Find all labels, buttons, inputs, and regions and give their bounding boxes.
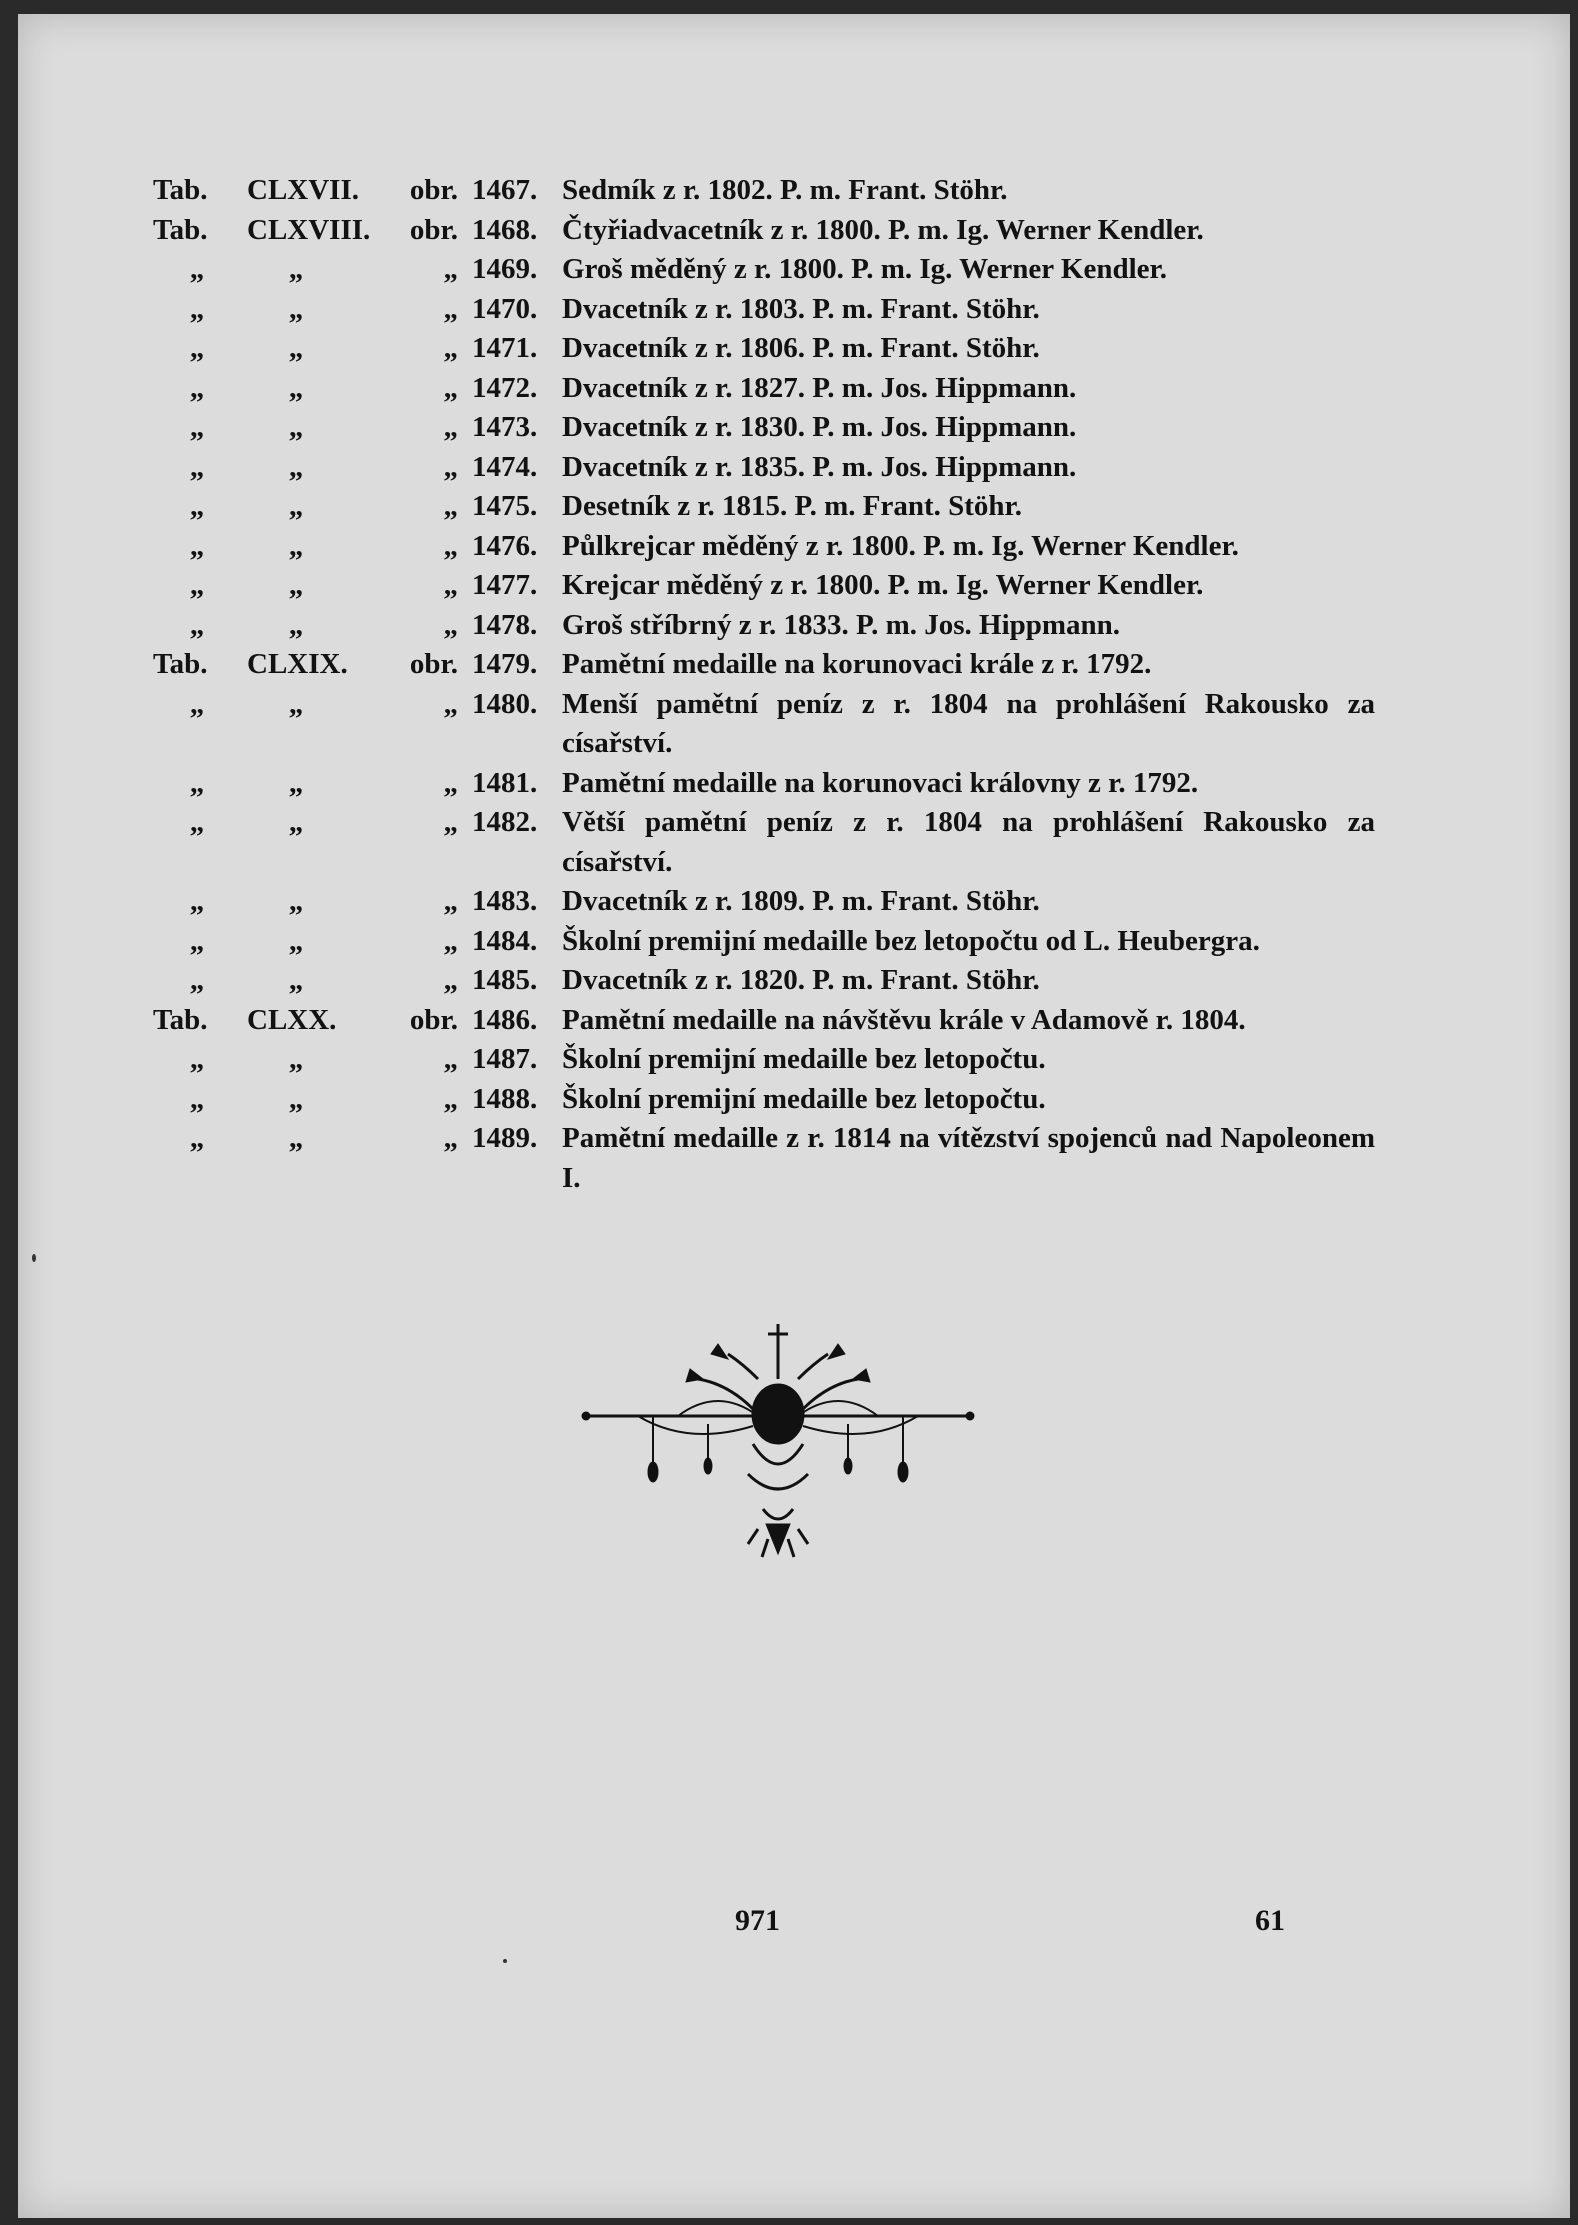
entry-figure-label: obr. [409,174,458,206]
entry-figure-label: obr. [409,1003,458,1036]
entry-figure-number: 1467. [472,174,538,206]
entry-plate-number: „ [288,371,304,404]
entry-description: Menší pamětní peníz z r. 1804 na prohlášení Rakousko za císařství. [562,687,1375,759]
entry-figure-label: „ [443,1043,458,1075]
entry-figure-number: 1482. [472,806,538,838]
index-entry [153,1119,1375,1198]
entry-plate-number: „ [288,490,304,522]
entry-figure-number: 1469. [472,253,538,285]
entry-plate-number: „ [288,1082,304,1115]
entry-figure-label: obr. [409,648,458,680]
entry-figure-label: „ [443,253,458,285]
entry-figure-number: 1474. [472,450,538,483]
index-entry [153,369,1375,409]
page-number-center: 971 [735,1904,780,1937]
entry-tab-label: „ [189,1082,205,1115]
entry-description: Dvacetník z r. 1827. P. m. Jos. Hippmann. [562,371,1077,404]
entry-plate-number: „ [288,1043,304,1075]
entry-figure-label: „ [443,1082,458,1115]
entry-figure-label: „ [443,806,458,838]
index-entry [153,329,1375,369]
index-entry [153,487,1375,527]
entry-plate-number: „ [288,411,304,443]
entry-tab-label: „ [189,569,205,601]
entry-tab-label: „ [189,529,205,562]
index-entry [153,527,1375,567]
entry-tab-label: „ [189,292,205,325]
entry-figure-number: 1476. [472,529,538,562]
entry-plate-number: „ [288,292,304,325]
entry-plate-number: „ [288,806,304,838]
entry-description: Groš měděný z r. 1800. P. m. Ig. Werner Kendler. [562,253,1167,285]
index-entry [153,685,1375,764]
index-entry [153,1080,1375,1120]
entry-plate-number: „ [288,1122,304,1154]
entry-tab-label: Tab. [153,648,208,680]
decorative-vignette [578,1324,978,1574]
entry-figure-label: „ [443,411,458,443]
entry-figure-label: „ [443,450,458,483]
entry-figure-number: 1489. [472,1122,538,1154]
index-entry [153,408,1375,448]
entry-description: Školní premijní medaille bez letopočtu od L. Heubergra. [562,924,1260,957]
entry-figure-label: „ [443,1122,458,1154]
entry-figure-number: 1472. [472,371,538,404]
entry-description: Groš stříbrný z r. 1833. P. m. Jos. Hippmann. [562,608,1121,641]
entry-description: Sedmík z r. 1802. P. m. Frant. Stöhr. [562,174,1008,206]
entry-description: Pamětní medaille na korunovaci krále z r. 1792. [562,648,1152,680]
entry-description: Dvacetník z r. 1835. P. m. Jos. Hippmann. [562,450,1077,483]
entry-figure-label: „ [443,371,458,404]
entry-figure-number: 1477. [472,569,538,601]
entry-figure-label: „ [443,964,458,996]
entry-plate-number: „ [288,450,304,483]
entry-plate-number: „ [288,964,304,996]
entry-figure-label: „ [443,529,458,562]
entry-plate-number: CLXIX. [247,648,348,680]
entry-figure-number: 1488. [472,1082,538,1115]
entry-description: Půlkrejcar měděný z r. 1800. P. m. Ig. Werner Kendler. [562,529,1239,562]
entry-plate-number: „ [288,608,304,641]
entry-description: Pamětní medaille z r. 1814 na vítězství spojenců nad Napoleonem I. [562,1122,1375,1194]
paper-speck [32,1254,36,1262]
entry-tab-label: „ [189,806,205,838]
entry-plate-number: „ [288,253,304,285]
entry-description: Dvacetník z r. 1803. P. m. Frant. Stöhr. [562,292,1040,325]
page-sheet [18,14,1570,2218]
entry-plate-number: „ [288,924,304,957]
entry-figure-number: 1478. [472,608,538,641]
index-entry [153,961,1375,1001]
entry-tab-label: Tab. [153,213,208,246]
entry-plate-number: CLXVII. [247,174,359,206]
index-entry [153,1040,1375,1080]
entry-figure-label: „ [443,766,458,799]
index-entry [153,606,1375,646]
entry-figure-number: 1471. [472,332,538,364]
entry-description: Dvacetník z r. 1806. P. m. Frant. Stöhr. [562,332,1040,364]
entry-description: Školní premijní medaille bez letopočtu. [562,1082,1046,1115]
entry-plate-number: „ [288,569,304,601]
entry-tab-label: „ [189,924,205,957]
entry-description: Dvacetník z r. 1820. P. m. Frant. Stöhr. [562,964,1040,996]
entry-figure-number: 1486. [472,1003,538,1036]
entry-description: Dvacetník z r. 1830. P. m. Jos. Hippmann. [562,411,1077,443]
entry-tab-label: „ [189,687,205,720]
entry-tab-label: „ [189,1122,205,1154]
entry-figure-number: 1479. [472,648,538,680]
entry-figure-number: 1475. [472,490,538,522]
entry-description: Větší pamětní peníz z r. 1804 na prohlášení Rakousko za císařství. [562,806,1375,878]
entry-figure-label: obr. [409,213,458,246]
entry-tab-label: „ [189,964,205,996]
index-entry [153,566,1375,606]
index-entry [153,882,1375,922]
index-entry [153,250,1375,290]
entry-figure-number: 1481. [472,766,538,799]
index-entry [153,922,1375,962]
entry-figure-number: 1468. [472,213,538,246]
entry-tab-label: „ [189,371,205,404]
entry-description: Pamětní medaille na návštěvu krále v Adamově r. 1804. [562,1003,1246,1036]
entry-tab-label: „ [189,608,205,641]
entry-description: Krejcar měděný z r. 1800. P. m. Ig. Werner Kendler. [562,569,1204,601]
entry-tab-label: Tab. [153,174,208,206]
index-entry [153,803,1375,882]
entry-tab-label: „ [189,450,205,483]
entry-figure-label: „ [443,687,458,720]
plate-index-list [153,171,1375,1198]
index-entry [153,1001,1375,1041]
entry-figure-number: 1484. [472,924,538,957]
entry-figure-label: „ [443,332,458,364]
entry-plate-number: CLXVIII. [247,213,371,246]
entry-figure-label: „ [443,490,458,522]
page-number-right: 61 [1255,1904,1285,1937]
entry-tab-label: „ [189,885,205,917]
entry-description: Pamětní medaille na korunovaci královny z r. 1792. [562,766,1199,799]
entry-plate-number: „ [288,332,304,364]
entry-tab-label: Tab. [153,1003,208,1036]
entry-plate-number: „ [288,885,304,917]
entry-tab-label: „ [189,766,205,799]
entry-figure-label: „ [443,569,458,601]
index-entry [153,448,1375,488]
entry-tab-label: „ [189,253,205,285]
entry-figure-label: „ [443,885,458,917]
entry-description: Desetník z r. 1815. P. m. Frant. Stöhr. [562,490,1022,522]
entry-tab-label: „ [189,332,205,364]
index-entry [153,290,1375,330]
entry-plate-number: „ [288,766,304,799]
entry-tab-label: „ [189,490,205,522]
entry-figure-label: „ [443,924,458,957]
entry-figure-number: 1480. [472,687,538,720]
entry-figure-number: 1470. [472,292,538,325]
paper-speck [503,1959,507,1963]
entry-figure-number: 1487. [472,1043,538,1075]
index-entry [153,211,1375,251]
entry-figure-number: 1485. [472,964,538,996]
entry-figure-number: 1473. [472,411,538,443]
index-entry [153,645,1375,685]
entry-plate-number: „ [288,687,304,720]
entry-description: Školní premijní medaille bez letopočtu. [562,1043,1046,1075]
entry-description: Čtyřiadvacetník z r. 1800. P. m. Ig. Werner Kendler. [562,213,1204,246]
entry-description: Dvacetník z r. 1809. P. m. Frant. Stöhr. [562,885,1040,917]
entry-plate-number: „ [288,529,304,562]
entry-tab-label: „ [189,1043,205,1075]
index-entry [153,764,1375,804]
index-entry [153,171,1375,211]
entry-figure-label: „ [443,292,458,325]
entry-figure-label: „ [443,608,458,641]
entry-figure-number: 1483. [472,885,538,917]
entry-tab-label: „ [189,411,205,443]
entry-plate-number: CLXX. [247,1003,337,1036]
